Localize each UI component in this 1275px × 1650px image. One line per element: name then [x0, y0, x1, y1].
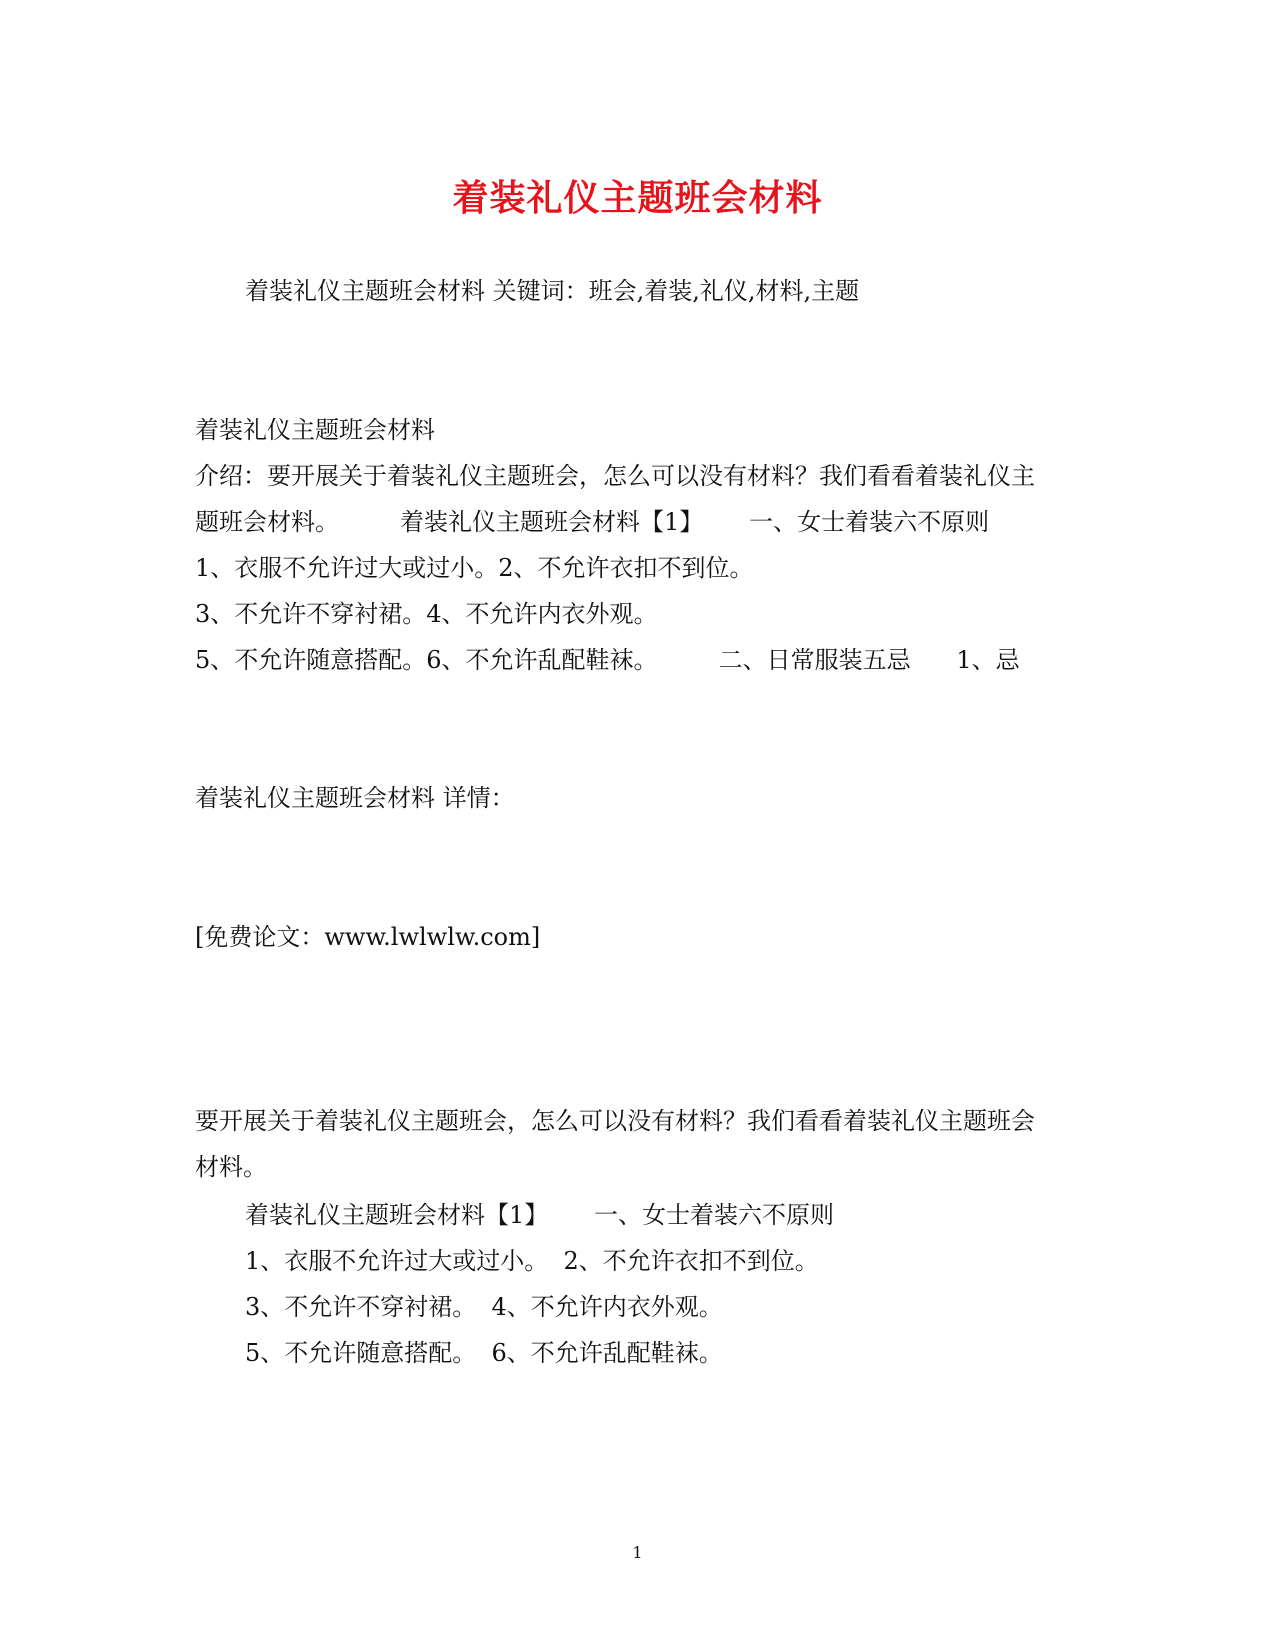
- details-label: 着装礼仪主题班会材料 详情：: [195, 784, 515, 812]
- summary-line: 3、不允许不穿衬裙。4、不允许内衣外观。: [195, 600, 658, 628]
- summary-line: 题班会材料。 着装礼仪主题班会材料【1】 一、女士着装六不原则: [195, 508, 990, 536]
- document-title: 着装礼仪主题班会材料: [452, 178, 823, 219]
- page-number: 1: [632, 1543, 643, 1562]
- summary-heading: 着装礼仪主题班会材料: [195, 416, 435, 444]
- summary-line: 1、衣服不允许过大或过小。2、不允许衣扣不到位。: [195, 554, 754, 582]
- rule-line: 1、衣服不允许过大或过小。 2、不允许衣扣不到位。: [245, 1247, 819, 1275]
- keywords-line: 着装礼仪主题班会材料 关键词：班会,着装,礼仪,材料,主题: [245, 277, 860, 305]
- body-intro: 要开展关于着装礼仪主题班会，怎么可以没有材料？我们看看着装礼仪主题班会: [195, 1107, 1035, 1135]
- body-intro: 材料。: [195, 1153, 267, 1181]
- rule-line: 3、不允许不穿衬裙。 4、不允许内衣外观。: [245, 1293, 723, 1321]
- summary-line: 介绍：要开展关于着装礼仪主题班会，怎么可以没有材料？我们看看着装礼仪主: [195, 462, 1035, 490]
- source-link[interactable]: [免费论文：www.lwlwlw.com]: [195, 923, 541, 951]
- summary-line: 5、不允许随意搭配。6、不允许乱配鞋袜。 二、日常服装五忌 1、忌: [195, 646, 1020, 674]
- section-heading: 着装礼仪主题班会材料【1】 一、女士着装六不原则: [245, 1201, 835, 1229]
- rule-line: 5、不允许随意搭配。 6、不允许乱配鞋袜。: [245, 1339, 723, 1367]
